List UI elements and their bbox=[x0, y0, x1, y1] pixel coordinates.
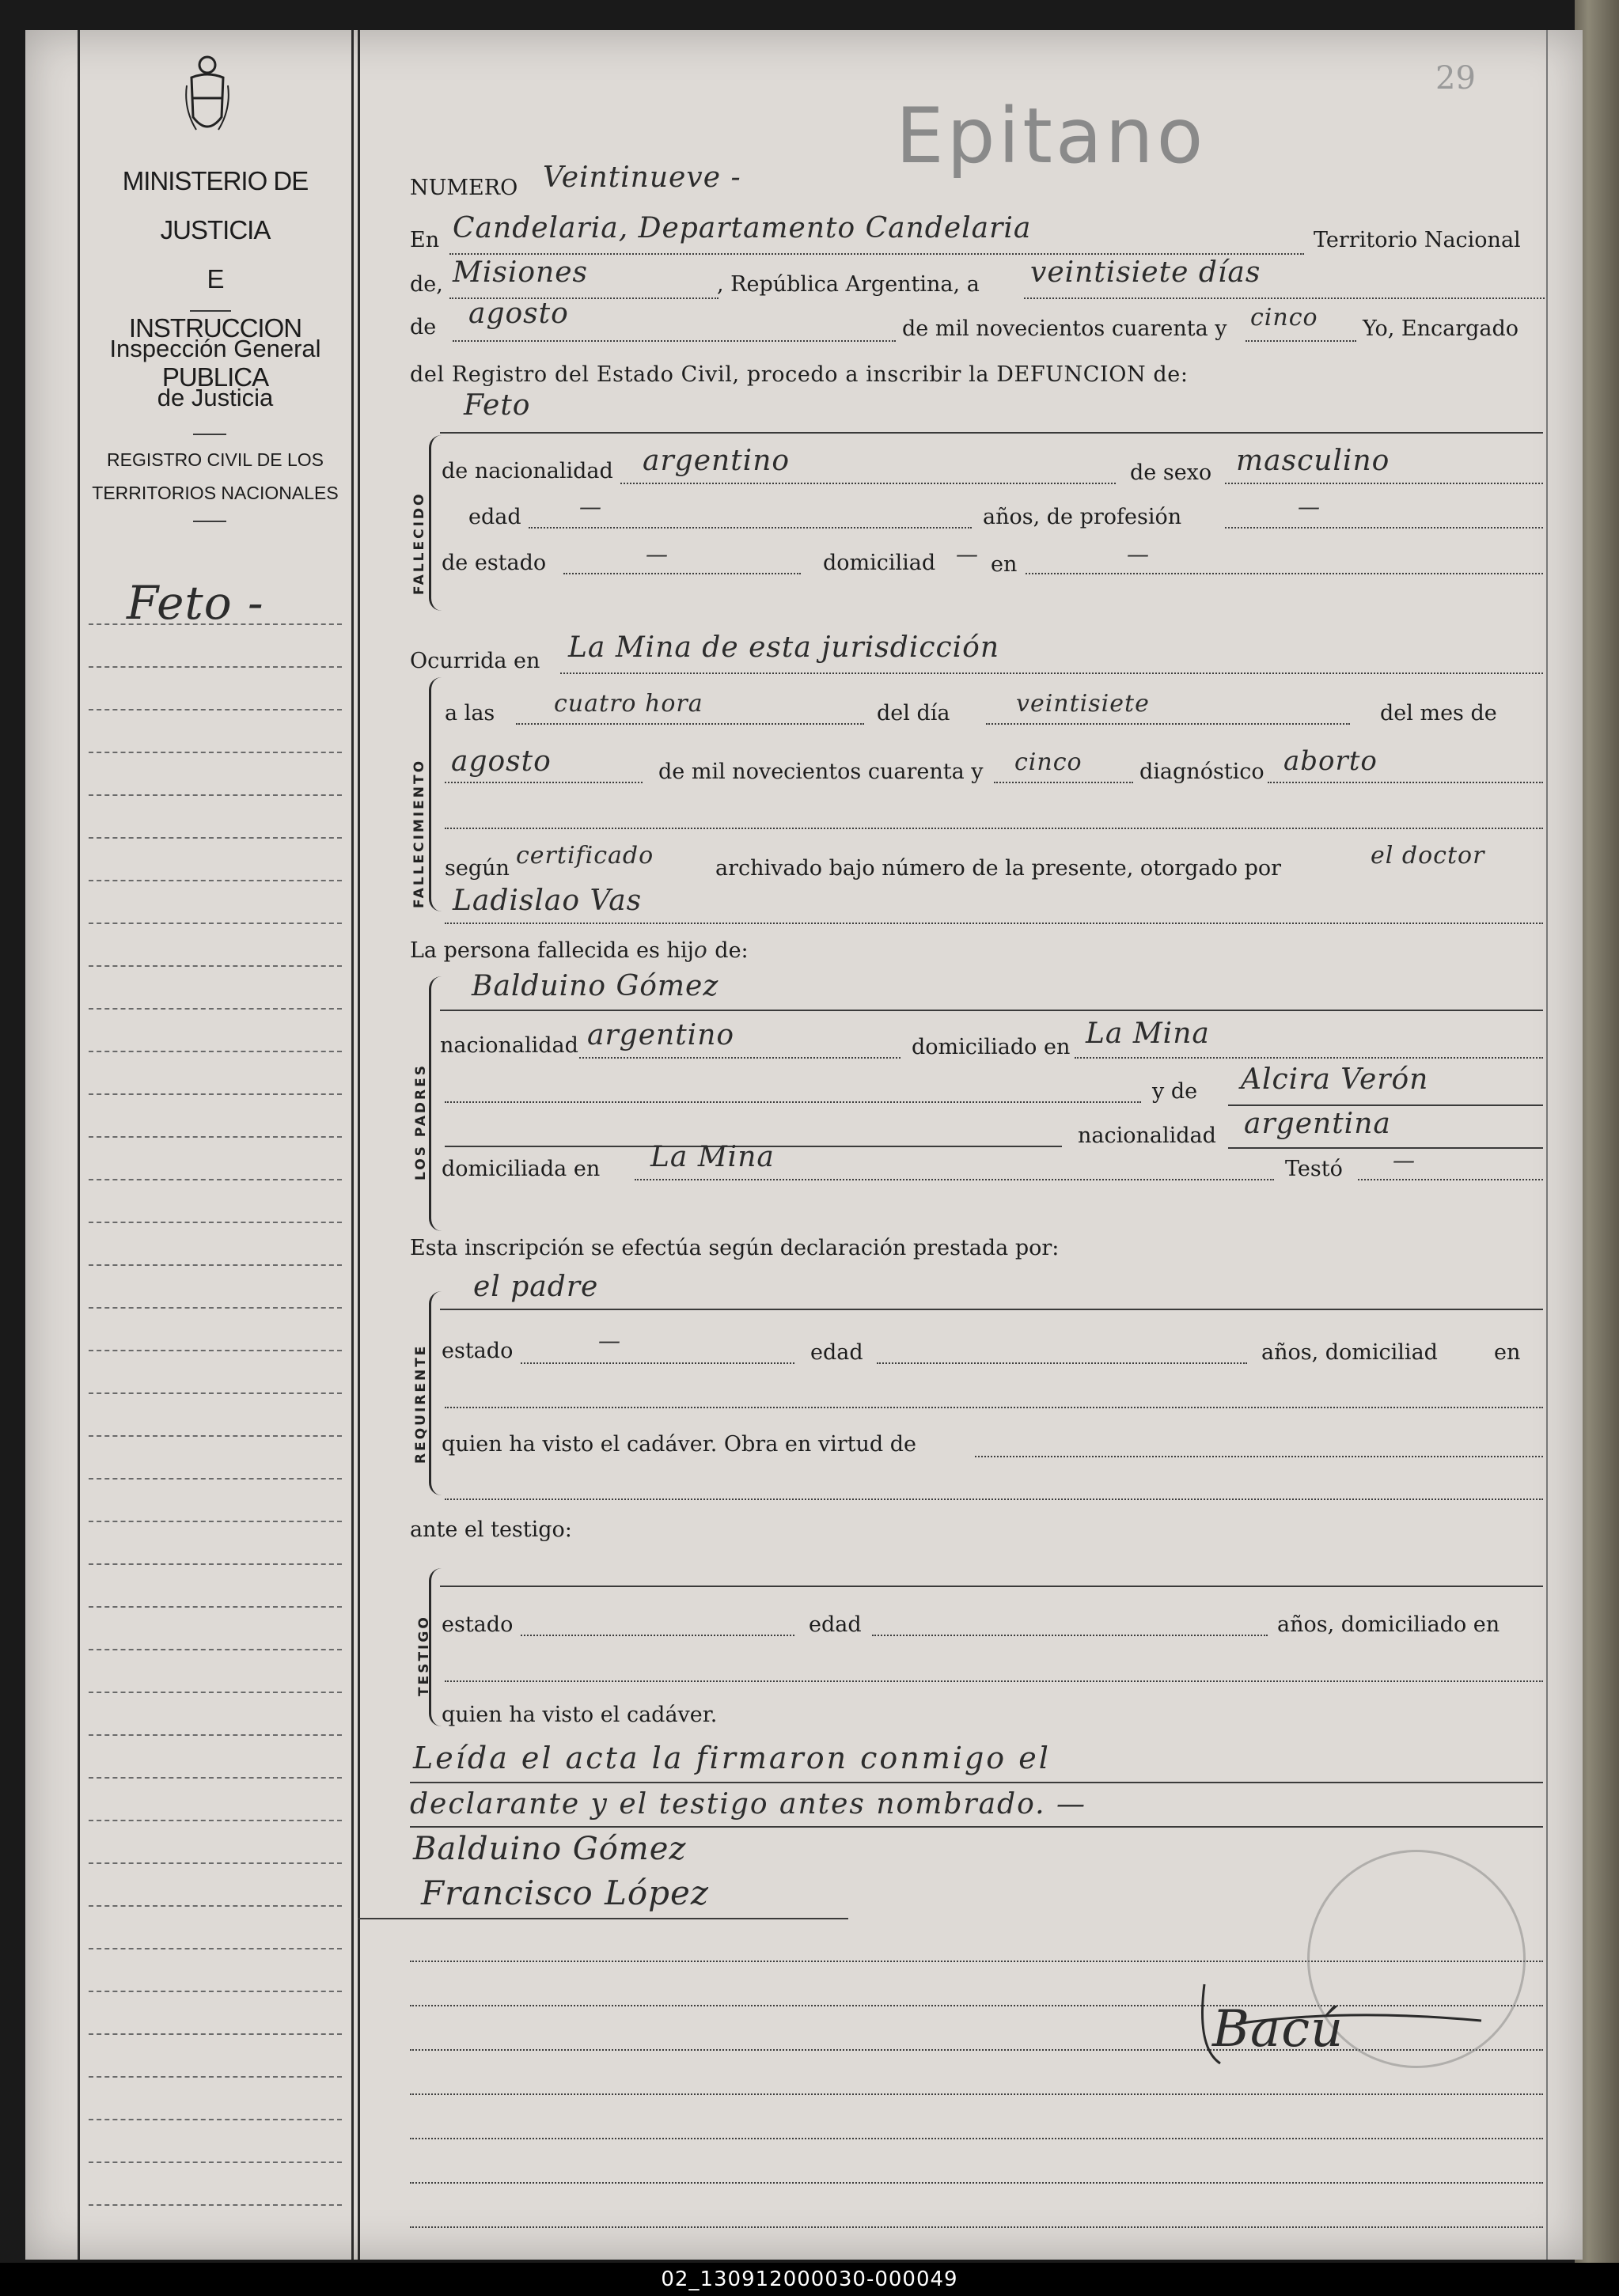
requirente-en-label: en bbox=[1494, 1340, 1521, 1365]
hijo-label bbox=[410, 937, 749, 963]
sidebar-divider-1 bbox=[190, 310, 231, 312]
sidebar-ruled-line bbox=[89, 1222, 342, 1223]
territorio-label: Territorio Nacional bbox=[1314, 228, 1521, 252]
registry-line-1: REGISTRO CIVIL DE LOS bbox=[107, 449, 324, 470]
dia-label: del día bbox=[877, 701, 950, 726]
diagnostico-value: aborto bbox=[1283, 745, 1378, 777]
sidebar-ruled-line bbox=[89, 2204, 342, 2206]
sidebar-ruled-line bbox=[89, 709, 342, 710]
sidebar-ruled-line bbox=[89, 1008, 342, 1010]
testo-value: — bbox=[1393, 1147, 1416, 1173]
registry-heading bbox=[81, 443, 350, 510]
sexo-line bbox=[1225, 483, 1543, 484]
sidebar-ruled-line bbox=[89, 1521, 342, 1522]
anio-value: cinco bbox=[1250, 304, 1318, 332]
sidebar-ruled-line bbox=[89, 1136, 342, 1138]
sidebar-ruled-line bbox=[89, 1692, 342, 1693]
sidebar-ruled-line bbox=[89, 1862, 342, 1864]
requirente-extra-line bbox=[445, 1407, 1543, 1408]
testigo-edad-line bbox=[872, 1635, 1268, 1636]
image-caption: 02_130912000030-000049 bbox=[0, 2263, 1619, 2296]
testo-line bbox=[1358, 1179, 1543, 1180]
diagnostico-line-2 bbox=[445, 828, 1543, 829]
sidebar-ruled-line bbox=[89, 2033, 342, 2035]
fallecido-name-line bbox=[440, 432, 1543, 434]
en-value-fallecido: — bbox=[1127, 541, 1150, 567]
ministry-line-2: E bbox=[207, 264, 224, 294]
madre-line bbox=[1228, 1104, 1543, 1106]
dia-value: veintisiete días bbox=[1030, 256, 1261, 289]
doctor-line bbox=[445, 923, 1543, 924]
closing-ruled-line bbox=[410, 2138, 1543, 2139]
estado-label: de estado bbox=[442, 551, 547, 575]
hijo-de-label: de: bbox=[715, 938, 749, 963]
requirente-brace bbox=[429, 1291, 442, 1495]
left-margin-rule bbox=[78, 30, 80, 2260]
testigo-name-line bbox=[440, 1586, 1543, 1587]
sidebar-ruled-line bbox=[89, 2161, 342, 2163]
sidebar-ruled-line bbox=[89, 965, 342, 967]
mil-label-fallecimiento: de mil novecientos cuarenta y bbox=[658, 760, 984, 784]
fallecido-section-label: FALLECIDO bbox=[411, 491, 427, 595]
closing-line-1: Leída el acta la firmaron conmigo el bbox=[413, 1741, 1051, 1775]
domiciliada-line bbox=[635, 1179, 1274, 1180]
yde-label: y de bbox=[1152, 1079, 1198, 1104]
signature-underline bbox=[358, 1918, 848, 1919]
sidebar-name: Feto - bbox=[127, 576, 264, 630]
madre-nacionalidad-line bbox=[1228, 1147, 1543, 1149]
nacionalidad-value: argentino bbox=[643, 445, 791, 477]
closing-line-2-rule bbox=[410, 1826, 1543, 1828]
sidebar-ruled-line bbox=[89, 837, 342, 839]
inspection-line-2: de Justicia bbox=[157, 384, 274, 411]
mes-line-fallecimiento bbox=[445, 782, 643, 783]
nacionalidad-label: de nacionalidad bbox=[442, 459, 613, 483]
sidebar-ruled-line bbox=[89, 794, 342, 796]
sidebar-ruled-line bbox=[89, 1948, 342, 1949]
profesion-line bbox=[1225, 527, 1543, 529]
sidebar-ruled-line bbox=[89, 1307, 342, 1309]
domiciliado-label: domiciliad bbox=[823, 551, 936, 575]
fallecido-brace bbox=[429, 435, 442, 611]
sidebar-ruled-line bbox=[89, 1264, 342, 1266]
padre-nacionalidad-label: nacionalidad bbox=[440, 1033, 578, 1058]
right-margin-rule bbox=[1546, 30, 1548, 2260]
signature-flourish-icon bbox=[1189, 1976, 1489, 2071]
testigo-visto-label: quien ha visto el cadáver. bbox=[442, 1703, 718, 1727]
anios-label: años, de profesión bbox=[983, 505, 1182, 529]
coat-of-arms-icon bbox=[182, 54, 233, 141]
sidebar-ruled-line bbox=[89, 1051, 342, 1052]
sidebar-ruled-line bbox=[89, 666, 342, 668]
sidebar-ruled-line bbox=[89, 1820, 342, 1821]
sidebar-ruled-line bbox=[89, 1392, 342, 1394]
en-value: Candelaria, Departamento Candelaria bbox=[453, 212, 1032, 244]
numero-value: Veintinueve - bbox=[543, 161, 741, 194]
ministry-line-3: INSTRUCCION PUBLICA bbox=[128, 313, 302, 392]
testigo-edad-label: edad bbox=[809, 1612, 862, 1637]
ocurrida-value: La Mina de esta jurisdicción bbox=[568, 631, 1000, 664]
testigo-estado-line bbox=[521, 1635, 794, 1636]
padre-line bbox=[440, 1010, 1543, 1011]
padre-nacionalidad-line bbox=[579, 1057, 900, 1059]
ocurrida-line bbox=[560, 673, 1543, 674]
edad-label: edad bbox=[468, 505, 521, 529]
madre-nacionalidad-label: nacionalidad bbox=[1078, 1123, 1216, 1148]
anio-line bbox=[1246, 340, 1356, 342]
padre-extra-line bbox=[445, 1101, 1141, 1103]
testigo-section-label: TESTIGO bbox=[416, 1615, 432, 1696]
requirente-name: el padre bbox=[473, 1271, 599, 1303]
inspection-line-1: Inspección General bbox=[109, 335, 321, 362]
signature-francisco: Francisco López bbox=[421, 1874, 710, 1912]
dia-line-fallecimiento bbox=[986, 723, 1350, 725]
testigo-intro: ante el testigo: bbox=[410, 1517, 572, 1542]
mes-line bbox=[453, 340, 896, 342]
fallecimiento-section-label: FALLECIMIENTO bbox=[411, 758, 427, 908]
madre-nacionalidad-value: argentina bbox=[1244, 1108, 1391, 1140]
requirente-estado-value: — bbox=[598, 1328, 621, 1354]
requirente-intro: Esta inscripción se efectúa según declaración prestada por: bbox=[410, 1236, 1060, 1260]
requirente-estado-line bbox=[521, 1362, 794, 1364]
certificado-value: certificado bbox=[516, 842, 654, 870]
mes-value-fallecimiento: agosto bbox=[451, 745, 552, 778]
sidebar-ruled-line bbox=[89, 1606, 342, 1608]
dia-value-fallecimiento: veintisiete bbox=[1016, 690, 1150, 718]
estado-line bbox=[563, 573, 801, 574]
sexo-value: masculino bbox=[1236, 445, 1390, 477]
mes-label: del mes de bbox=[1380, 701, 1497, 726]
closing-ruled-line bbox=[410, 2182, 1543, 2184]
padre-domiciliado-value: La Mina bbox=[1086, 1017, 1210, 1050]
en-label: En bbox=[410, 228, 440, 252]
de-label: de, bbox=[410, 272, 443, 297]
signature-balduino: Balduino Gómez bbox=[413, 1831, 687, 1867]
closing-line-1-rule bbox=[410, 1782, 1543, 1783]
en-line bbox=[449, 253, 1304, 255]
hora-value: cuatro hora bbox=[554, 690, 703, 718]
sidebar-ruled-line bbox=[89, 1649, 342, 1650]
padre-domiciliado-line bbox=[1075, 1057, 1543, 1059]
marginal-annotation: Epitano bbox=[896, 92, 1207, 180]
page-number: 29 bbox=[1435, 60, 1476, 97]
edad-value: — bbox=[579, 494, 602, 520]
sidebar-ruled-line bbox=[89, 880, 342, 881]
sidebar-ruled-line bbox=[89, 1734, 342, 1736]
archivado-label: archivado bajo número de la presente, otorgado por bbox=[715, 856, 1282, 881]
testigo-extra-line bbox=[445, 1680, 1543, 1682]
hijo-suffix: o bbox=[693, 937, 708, 963]
closing-ruled-line bbox=[410, 2226, 1543, 2228]
sidebar-ruled-line bbox=[89, 923, 342, 924]
closing-ruled-line bbox=[410, 2093, 1543, 2095]
sexo-label: de sexo bbox=[1130, 460, 1212, 485]
en-label-fallecido: en bbox=[991, 552, 1018, 577]
de2-label: de bbox=[410, 315, 437, 339]
requirente-estado-label: estado bbox=[442, 1339, 514, 1363]
padre-value: Balduino Gómez bbox=[472, 970, 719, 1002]
nacionalidad-line bbox=[620, 483, 1116, 484]
alas-label: a las bbox=[445, 701, 495, 726]
anio-line-fallecimiento bbox=[994, 782, 1133, 783]
sidebar-divider-3 bbox=[193, 521, 226, 522]
registrar-signature: Bacú bbox=[1212, 2000, 1344, 2059]
sidebar-ruled-line bbox=[89, 1478, 342, 1480]
numero-label: NUMERO bbox=[410, 176, 518, 200]
sidebar-ruled-line bbox=[89, 623, 342, 625]
requirente-section-label: REQUIRENTE bbox=[413, 1343, 429, 1464]
requirente-edad-line bbox=[877, 1362, 1247, 1364]
padre-domiciliado-label: domiciliado en bbox=[912, 1035, 1071, 1059]
diagnostico-line bbox=[1268, 782, 1543, 783]
sidebar-ruled-line bbox=[89, 1777, 342, 1779]
testigo-anios-label: años, domiciliado en bbox=[1277, 1612, 1500, 1637]
sidebar-ruled-line bbox=[89, 752, 342, 753]
republica-label: , República Argentina, a bbox=[717, 272, 980, 297]
domiciliada-label: domiciliada en bbox=[442, 1157, 601, 1181]
domiciliada-value: La Mina bbox=[650, 1141, 775, 1173]
requirente-anios-label: años, domiciliad bbox=[1261, 1340, 1438, 1365]
testo-label: Testó bbox=[1285, 1157, 1343, 1181]
doctor-value: Ladislao Vas bbox=[453, 885, 643, 917]
otorgado-value: el doctor bbox=[1371, 842, 1485, 870]
ocurrida-label: Ocurrida en bbox=[410, 649, 540, 673]
sidebar-ruled-line bbox=[89, 1179, 342, 1180]
register-page bbox=[25, 30, 1583, 2260]
mes-value: agosto bbox=[468, 297, 569, 330]
column-rule-right bbox=[358, 30, 360, 2260]
sidebar-divider-2 bbox=[193, 434, 226, 435]
ministry-line-1: MINISTERIO DE JUSTICIA bbox=[122, 166, 309, 244]
yo-label: Yo, Encargado bbox=[1363, 316, 1519, 341]
mil-label: de mil novecientos cuarenta y bbox=[902, 316, 1227, 341]
hijo-label-text: La persona fallecida es hij bbox=[410, 938, 694, 963]
requirente-edad-label: edad bbox=[810, 1340, 863, 1365]
closing-line-2: declarante y el testigo antes nombrado. — bbox=[410, 1788, 1087, 1821]
sidebar-ruled-line bbox=[89, 2076, 342, 2078]
sidebar-ruled-line bbox=[89, 1435, 342, 1437]
sidebar-ruled-line bbox=[89, 1905, 342, 1907]
dia-line bbox=[1024, 297, 1545, 299]
edad-line bbox=[529, 527, 972, 529]
padres-section-label: LOS PADRES bbox=[413, 1063, 429, 1180]
fallecimiento-brace bbox=[429, 677, 442, 911]
diagnostico-label: diagnóstico bbox=[1139, 760, 1264, 784]
segun-label: según bbox=[445, 856, 510, 881]
inspection-heading bbox=[81, 324, 350, 422]
fallecido-name: Feto bbox=[464, 389, 531, 422]
sidebar-ruled-line bbox=[89, 1563, 342, 1565]
requirente-extra-line-2 bbox=[445, 1498, 1543, 1500]
registro-line: del Registro del Estado Civil, procedo a inscribir la DEFUNCION de: bbox=[410, 362, 1189, 387]
requirente-visto-line bbox=[975, 1456, 1543, 1457]
testigo-estado-label: estado bbox=[442, 1612, 514, 1637]
sidebar-ruled-line bbox=[89, 2119, 342, 2120]
sidebar-ruled-line bbox=[89, 1093, 342, 1095]
de-value: Misiones bbox=[453, 256, 589, 289]
estado-value: — bbox=[646, 541, 669, 567]
padre-nacionalidad-value: argentino bbox=[587, 1019, 735, 1051]
profesion-value: — bbox=[1298, 494, 1321, 520]
padres-brace bbox=[429, 976, 442, 1231]
anio-value-fallecimiento: cinco bbox=[1014, 748, 1082, 776]
sidebar-ruled-line bbox=[89, 1991, 342, 1992]
hora-line bbox=[516, 723, 864, 725]
sidebar-ruled-line bbox=[89, 1350, 342, 1351]
en-line-fallecido bbox=[1026, 573, 1543, 574]
column-rule-left bbox=[351, 30, 354, 2260]
madre-value: Alcira Verón bbox=[1241, 1063, 1429, 1096]
registry-line-2: TERRITORIOS NACIONALES bbox=[92, 483, 339, 503]
requirente-name-line bbox=[440, 1309, 1543, 1310]
domiciliado-value: — bbox=[956, 541, 979, 567]
requirente-visto-label: quien ha visto el cadáver. Obra en virtud de bbox=[442, 1432, 917, 1457]
